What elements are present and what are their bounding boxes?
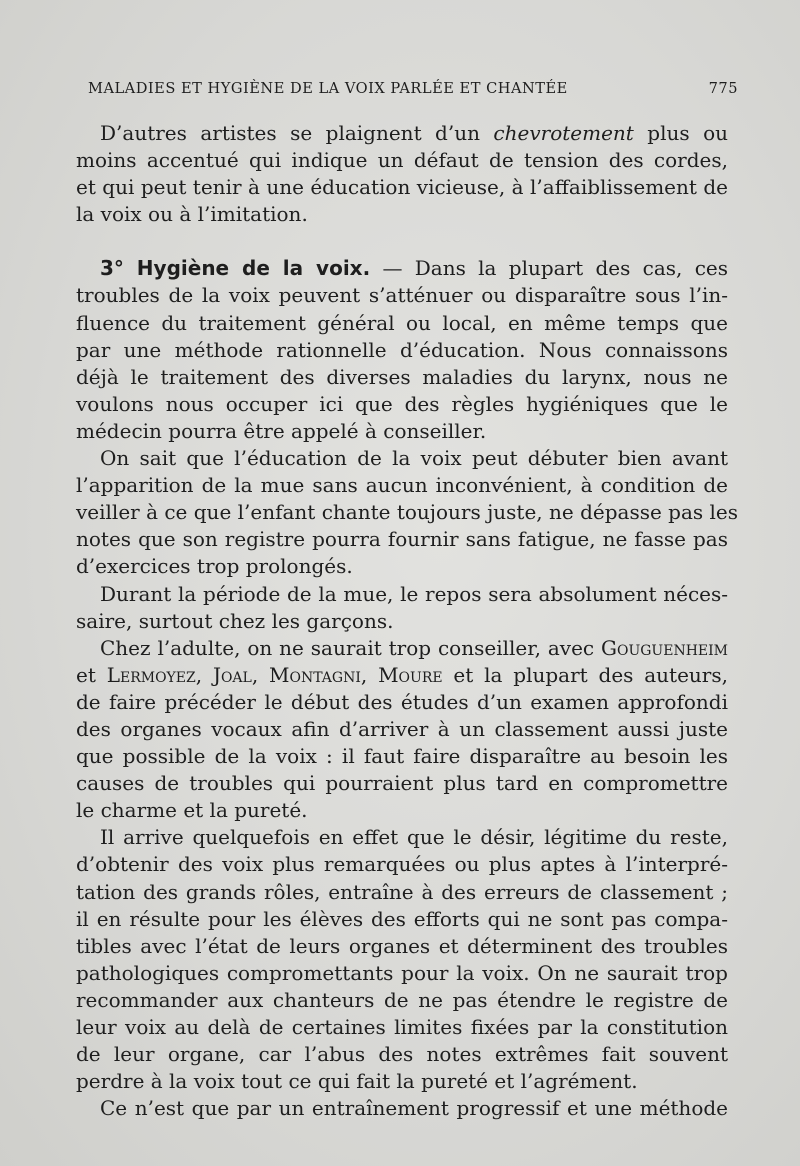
author-gougenheim: Gouguenheim (601, 635, 728, 660)
paragraph-classement: Il arrive quelquefois en effet que le désir, légitime du reste, d’obtenir des voix plus remarquées ou plus aptes à l’interpré- tation des grands rôles, entraîne à des erreurs de classement ; il en résulte pour les élèves des efforts qui ne sont pas compa- tibles avec l’état de leurs organes et déterminent des troubles pathologiques compromettants pour la voix. On ne saurait trop recommander aux chanteurs de ne pas étendre le registre de leur voix au delà de certaines limites fixées par la constitution de leur organe, car l’abus des notes extrêmes fait souvent perdre à la voix tout ce qui fait la pureté et l’agrément. (76, 825, 728, 1094)
paragraph-adulte: Chez l’adulte, on ne saurait trop conseiller, avec Gouguenheim et Lermoyez, Joal, Montagni, Moure et la plupart des auteurs, de faire précéder le début des études d’un examen approfondi des organes vocaux afin d’arriver à un classement aussi juste que possible de la voix : il faut faire disparaître au besoin les causes de troubles qui pourraient plus tard en compromettre le charme et la pureté. (76, 635, 728, 823)
paragraph-entrainement: Ce n’est que par un entraînement progressif et une méthode (100, 1096, 728, 1121)
paragraph-education-voix: On sait que l’éducation de la voix peut débuter bien avant l’apparition de la mue sans aucun inconvénient, à condition de veiller à ce que l’enfant chante toujours juste, ne dépasse pas les notes que son registre pourra fournir sans fatigue, ne fasse pas d’exercices trop prolongés. (76, 446, 739, 579)
author-joal: Joal (212, 662, 252, 687)
page-number: 775 (708, 80, 738, 97)
paragraph-chevrotement: D’autres artistes se plaignent d’un chevrotement plus ou moins accentué qui indique un défaut de tension des cordes, et qui peut tenir à une éducation vicieuse, à l’affaiblissement de la voix ou à l’imitation. (76, 121, 728, 227)
body-text (76, 120, 739, 1122)
running-title: MALADIES ET HYGIÈNE DE LA VOIX PARLÉE ET CHANTÉE (88, 80, 568, 97)
author-moure: Moure (378, 662, 443, 687)
term-chevrotement: chevrotement (493, 121, 634, 145)
author-lermoyez: Lermoyez (106, 662, 196, 687)
section-heading: 3° Hygiène de la voix. (100, 256, 371, 281)
paragraph-mue: Durant la période de la mue, le repos sera absolument néces- saire, surtout chez les garçons. (76, 581, 728, 633)
author-montagni: Montagni (269, 662, 361, 687)
section-hygiene-de-la-voix: 3° Hygiène de la voix. — Dans la plupart des cas, ces troubles de la voix peuvent s’atténuer ou disparaître sous l’in- fluence du traitement général ou local, en même temps que par une méthode rationnelle d’éducation. Nous connaissons déjà le traitement des diverses maladies du larynx, nous ne voulons nous occuper ici que des règles hygiéniques que le médecin pourra être appelé à conseiller. (76, 256, 728, 443)
running-header (88, 80, 738, 97)
